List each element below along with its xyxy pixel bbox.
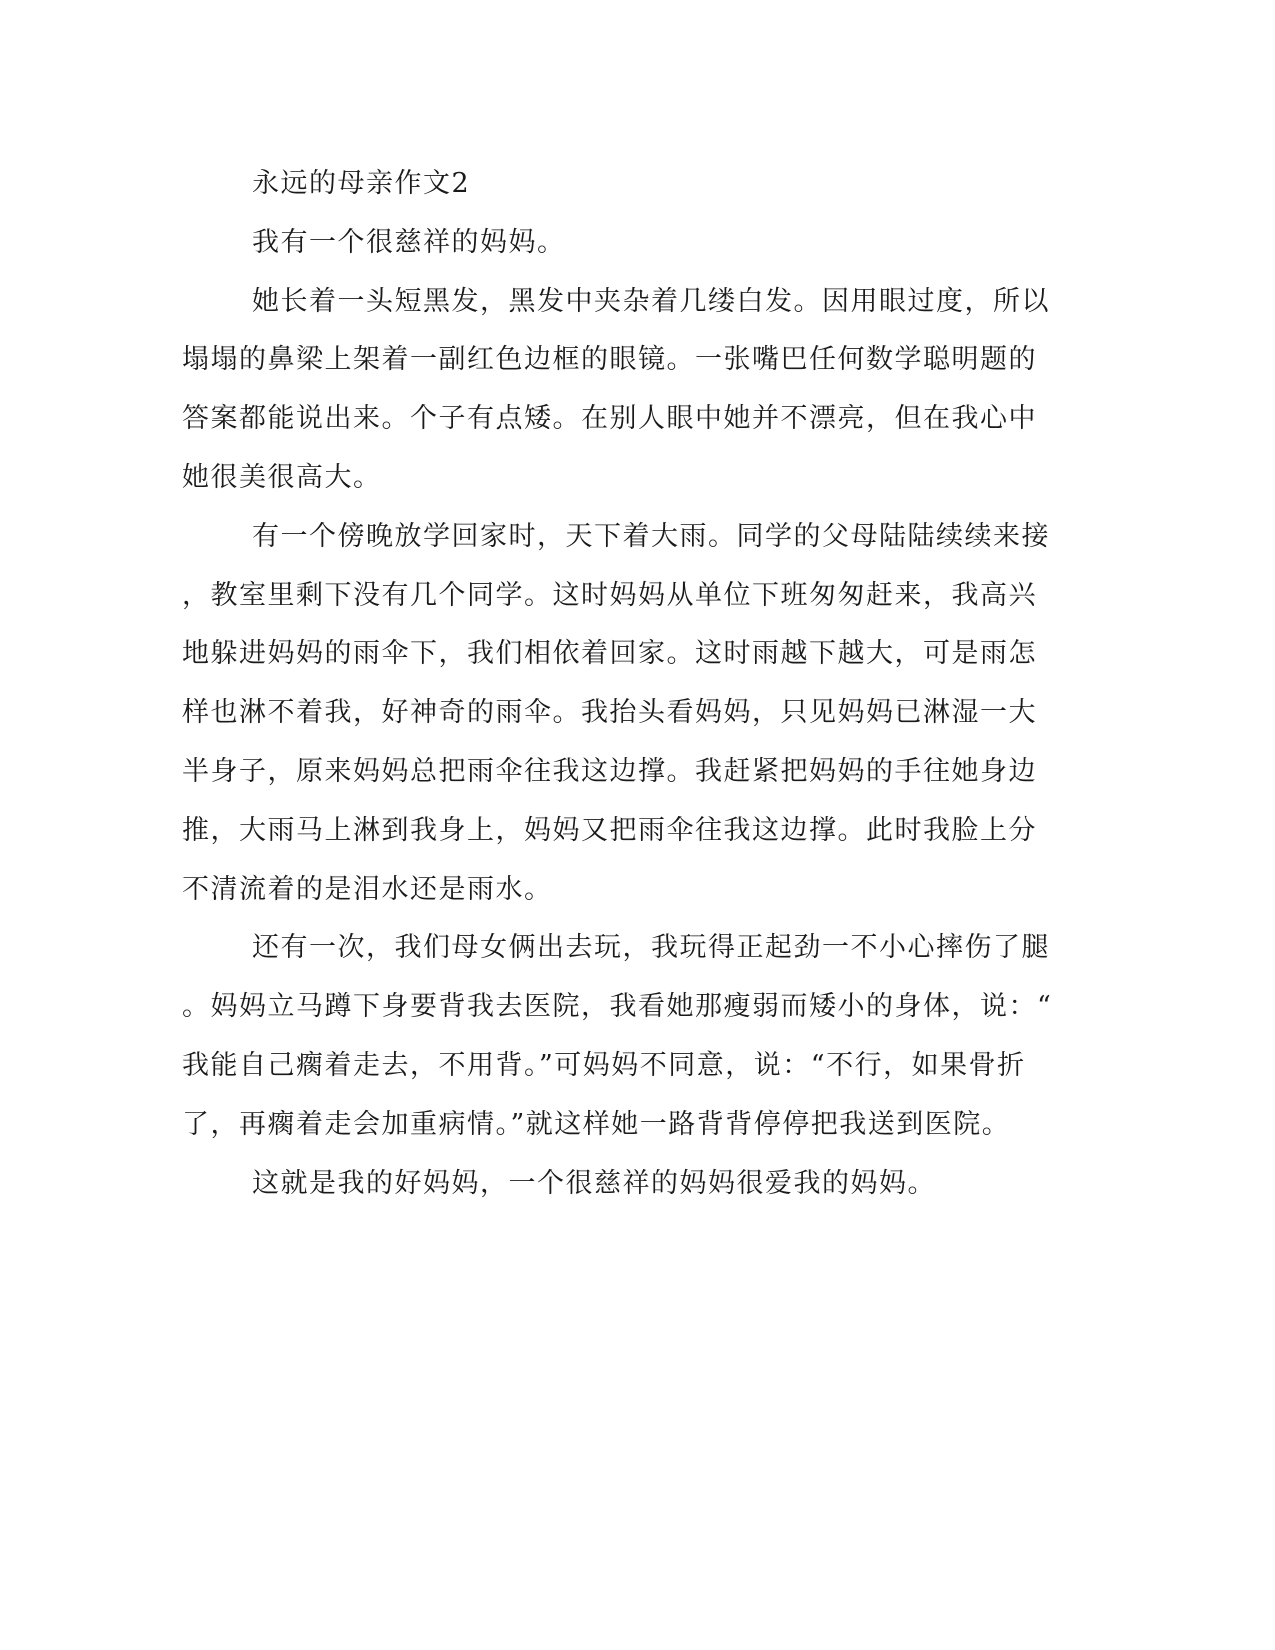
document-page (182, 155, 1053, 1213)
paragraph-line: 半身子，原来妈妈总把雨伞往我这边撑。我赶紧把妈妈的手往她身边 (182, 755, 1037, 787)
paragraph-line: 不清流着的是泪水还是雨水。 (182, 873, 553, 905)
document-title: 永远的母亲作文2 (252, 168, 471, 199)
paragraph-line: 这就是我的好妈妈，一个很慈祥的妈妈很爱我的妈妈。 (252, 1167, 936, 1199)
paragraph-3 (182, 508, 1050, 920)
paragraph-line: 推，大雨马上淋到我身上，妈妈又把雨伞往我这边撑。此时我脸上分 (182, 814, 1037, 846)
paragraph-line: 我能自己瘸着走去，不用背。”可妈妈不同意，说：“不行，如果骨折 (182, 1049, 1026, 1081)
paragraph-line: 我有一个很慈祥的妈妈。 (252, 226, 566, 258)
paragraph-line: 塌塌的鼻梁上架着一副红色边框的眼镜。一张嘴巴任何数学聪明题的 (182, 344, 1037, 376)
paragraph-line: 她很美很高大。 (182, 461, 382, 493)
paragraph-line: 地躲进妈妈的雨伞下，我们相依着回家。这时雨越下越大，可是雨怎 (182, 638, 1037, 670)
paragraph-4 (182, 919, 1053, 1154)
paragraph-line: 她长着一头短黑发，黑发中夹杂着几缕白发。因用眼过度，所以 (252, 285, 1050, 317)
paragraph-line: 答案都能说出来。个子有点矮。在别人眼中她并不漂亮，但在我心中 (182, 403, 1037, 435)
paragraph-1 (182, 214, 1032, 273)
paragraph-line: 。妈妈立马蹲下身要背我去医院，我看她那瘦弱而矮小的身体，说：“ (182, 991, 1053, 1023)
paragraph-line: 有一个傍晚放学回家时，天下着大雨。同学的父母陆陆续续来接 (252, 520, 1050, 552)
paragraph-line: 样也淋不着我，好神奇的雨伞。我抬头看妈妈，只见妈妈已淋湿一大 (182, 697, 1037, 729)
paragraph-5 (182, 1155, 1032, 1214)
paragraph-2 (182, 273, 1050, 508)
paragraph-line: 还有一次，我们母女俩出去玩，我玩得正起劲一不小心摔伤了腿 (252, 932, 1050, 964)
paragraph-line: ，教室里剩下没有几个同学。这时妈妈从单位下班匆匆赶来，我高兴 (182, 579, 1037, 611)
paragraph-line: 了，再瘸着走会加重病情。”就这样她一路背背停停把我送到医院。 (182, 1108, 1011, 1140)
